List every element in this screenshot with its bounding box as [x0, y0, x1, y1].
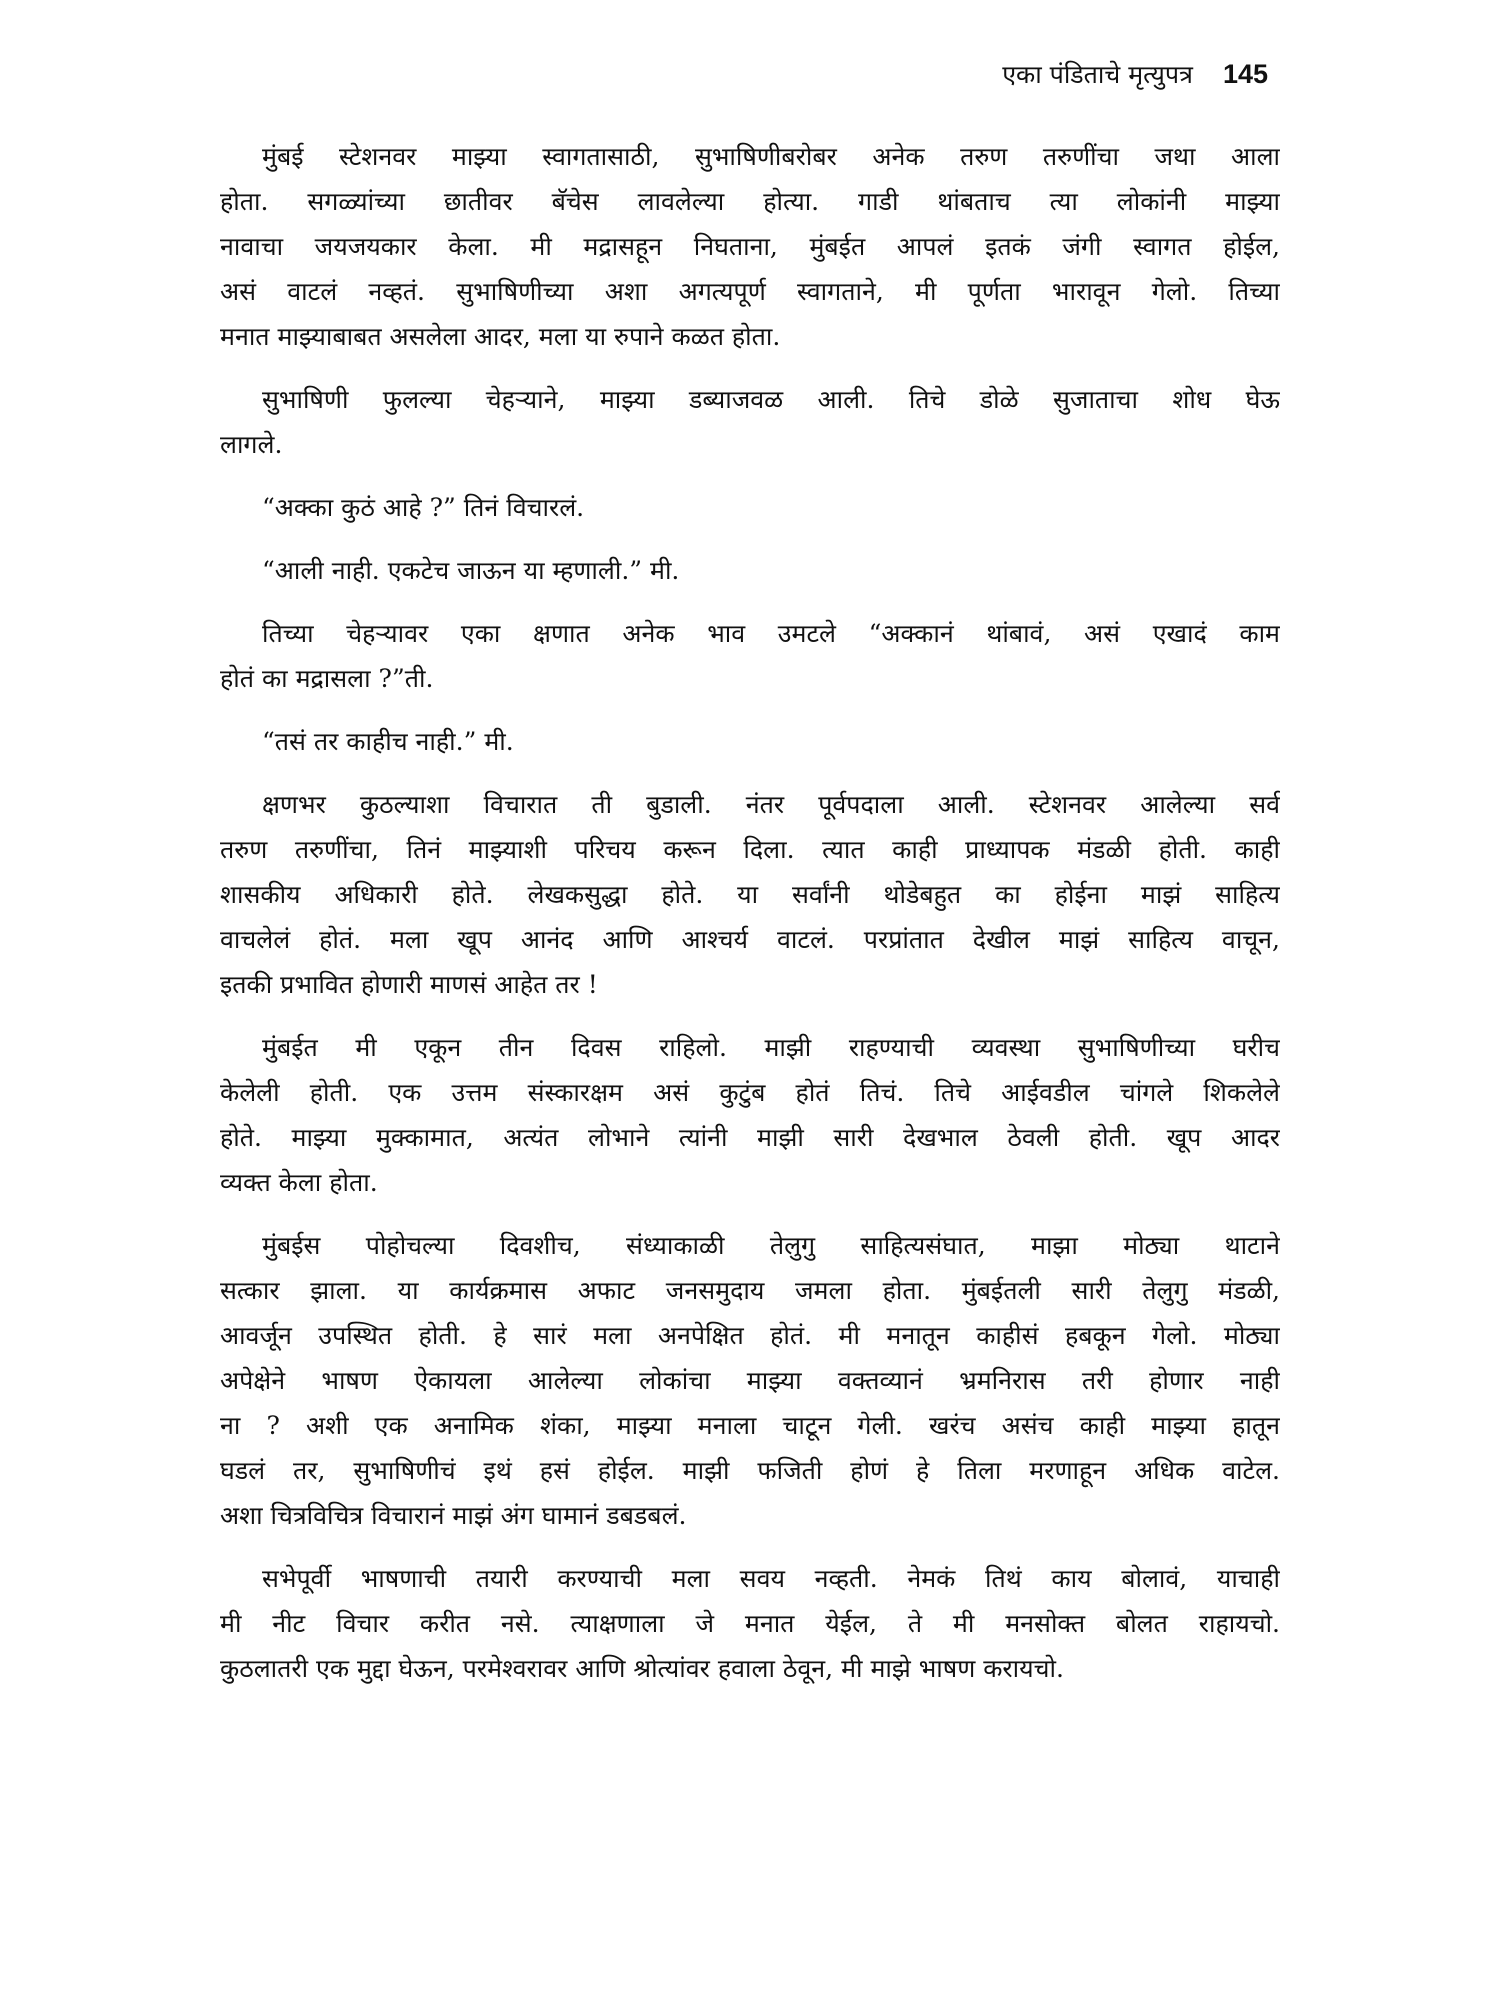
text-line: मुंबई स्टेशनवर माझ्या स्वागतासाठी, सुभाषिणीबरोबर अनेक तरुण तरुणींचा जथा आला	[262, 142, 1280, 171]
text-line: मनात माझ्याबाबत असलेला आदर, मला या रुपाने कळत होता.	[220, 322, 781, 351]
text-line: होता. सगळ्यांच्या छातीवर बॅचेस लावलेल्या होत्या. गाडी थांबताच त्या लोकांनी माझ्या	[220, 187, 1280, 216]
text-line: सुभाषिणी फुलल्या चेहऱ्याने, माझ्या डब्याजवळ आली. तिचे डोळे सुजाताचा शोध घेऊ	[262, 385, 1280, 414]
text-line: वाचलेलं होतं. मला खूप आनंद आणि आश्चर्य वाटलं. परप्रांतात देखील माझं साहित्य वाचून,	[220, 925, 1280, 954]
text-line: होते. माझ्या मुक्कामात, अत्यंत लोभाने त्यांनी माझी सारी देखभाल ठेवली होती. खूप आदर	[220, 1123, 1280, 1152]
paragraph	[220, 1556, 1280, 1691]
text-line: इतकी प्रभावित होणारी माणसं आहेत तर !	[220, 970, 598, 999]
text-line: शासकीय अधिकारी होते. लेखकसुद्धा होते. या सर्वांनी थोडेबहुत का होईना माझं साहित्य	[220, 880, 1280, 909]
text-line: लागले.	[220, 430, 283, 459]
text-line: सत्कार झाला. या कार्यक्रमास अफाट जनसमुदाय जमला होता. मुंबईतली सारी तेलुगु मंडळी,	[220, 1276, 1280, 1305]
body-text	[220, 134, 1280, 1709]
text-line: मुंबईत मी एकून तीन दिवस राहिलो. माझी राहण्याची व्यवस्था सुभाषिणीच्या घरीच	[262, 1033, 1280, 1062]
text-line: सभेपूर्वी भाषणाची तयारी करण्याची मला सवय नव्हती. नेमकं तिथं काय बोलावं, याचाही	[262, 1564, 1280, 1593]
text-line: मी नीट विचार करीत नसे. त्याक्षणाला जे मनात येईल, ते मी मनसोक्त बोलत राहायचो.	[220, 1609, 1280, 1638]
paragraph	[220, 1223, 1280, 1538]
text-line: कुठलातरी एक मुद्दा घेऊन, परमेश्वरावर आणि श्रोत्यांवर हवाला ठेवून, मी माझे भाषण करायचो.	[220, 1654, 1064, 1683]
paragraph	[220, 782, 1280, 1007]
text-line: क्षणभर कुठल्याशा विचारात ती बुडाली. नंतर पूर्वपदाला आली. स्टेशनवर आलेल्या सर्व	[262, 790, 1280, 819]
chapter-title: एका पंडिताचे मृत्युपत्र	[1002, 60, 1193, 89]
text-line: नावाचा जयजयकार केला. मी मद्रासहून निघताना, मुंबईत आपलं इतकं जंगी स्वागत होईल,	[220, 232, 1280, 261]
text-line: घडलं तर, सुभाषिणीचं इथं हसं होईल. माझी फजिती होणं हे तिला मरणाहून अधिक वाटेल.	[220, 1456, 1280, 1485]
text-line: अपेक्षेने भाषण ऐकायला आलेल्या लोकांचा माझ्या वक्तव्यानं भ्रमनिरास तरी होणार नाही	[220, 1366, 1280, 1395]
text-line: तरुण तरुणींचा, तिनं माझ्याशी परिचय करून दिला. त्यात काही प्राध्यापक मंडळी होती. काही	[220, 835, 1280, 864]
text-line: अशा चित्रविचित्र विचारानं माझं अंग घामानं डबडबलं.	[220, 1501, 687, 1530]
text-line: “तसं तर काहीच नाही.” मी.	[262, 727, 514, 756]
running-header	[0, 58, 1268, 91]
text-line: तिच्या चेहऱ्यावर एका क्षणात अनेक भाव उमटले “अक्कानं थांबावं, असं एखादं काम	[262, 619, 1280, 648]
paragraph	[220, 611, 1280, 701]
text-line: आवर्जून उपस्थित होती. हे सारं मला अनपेक्षित होतं. मी मनातून काहीसं हबकून गेलो. मोठ्या	[220, 1321, 1280, 1350]
text-line: होतं का मद्रासला ?”ती.	[220, 664, 434, 693]
text-line: असं वाटलं नव्हतं. सुभाषिणीच्या अशा अगत्यपूर्ण स्वागताने, मी पूर्णता भारावून गेलो. तिच्या	[220, 277, 1280, 306]
paragraph	[220, 548, 1280, 593]
paragraph	[220, 485, 1280, 530]
text-line: “आली नाही. एकटेच जाऊन या म्हणाली.” मी.	[262, 556, 680, 585]
text-line: मुंबईस पोहोचल्या दिवशीच, संध्याकाळी तेलुगु साहित्यसंघात, माझा मोठ्या थाटाने	[262, 1231, 1280, 1260]
paragraph	[220, 134, 1280, 359]
text-line: “अक्का कुठं आहे ?” तिनं विचारलं.	[262, 493, 585, 522]
paragraph	[220, 377, 1280, 467]
text-line: व्यक्त केला होता.	[220, 1168, 378, 1197]
paragraph	[220, 719, 1280, 764]
paragraph	[220, 1025, 1280, 1205]
text-line: ना ? अशी एक अनामिक शंका, माझ्या मनाला चाटून गेली. खरंच असंच काही माझ्या हातून	[220, 1411, 1280, 1440]
text-line: केलेली होती. एक उत्तम संस्कारक्षम असं कुटुंब होतं तिचं. तिचे आईवडील चांगले शिकलेले	[220, 1078, 1280, 1107]
page-number: 145	[1222, 59, 1268, 89]
